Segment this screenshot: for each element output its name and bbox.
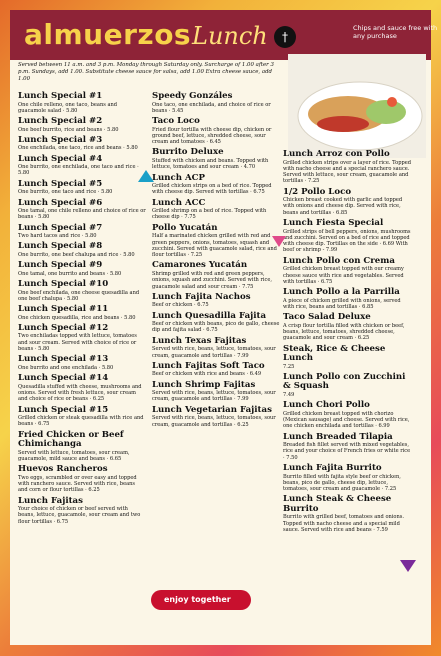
menu-item-name: Lunch Special #11 <box>18 304 109 315</box>
menu-item-description <box>283 364 411 370</box>
menu-item-price: 5.80 <box>18 170 30 177</box>
menu-item-description <box>18 415 146 428</box>
price-separator: · <box>379 486 385 493</box>
menu-item-description <box>18 233 146 239</box>
menu-item-description <box>152 390 280 403</box>
menu-item-name: Lunch Quesadilla Fajita <box>152 310 267 321</box>
menu-item-price: 6.25 <box>88 487 100 494</box>
menu-item-price: 5.80 <box>66 107 78 114</box>
menu-item-price: 6.75 <box>206 327 218 334</box>
menu-item-price: 6.75 <box>253 189 265 196</box>
menu-item-name: Steak, Rice & Cheese Lunch <box>283 343 386 364</box>
menu-item-description <box>283 323 411 342</box>
menu-item <box>18 224 146 240</box>
menu-item <box>283 313 411 341</box>
menu-item-desc-text: Breaded fish fillet served with mixed vegetables, rice and your choice of French fries or white rice <box>283 442 411 455</box>
price-separator: · <box>119 314 125 321</box>
menu-item-name: Lunch Fajita Burrito <box>283 463 382 474</box>
menu-item-name: Lunch Fajitas <box>18 495 83 506</box>
menu-item <box>283 433 411 461</box>
menu-header <box>10 10 438 60</box>
price-separator: · <box>121 145 127 152</box>
menu-item-price: 5.80 <box>38 346 50 353</box>
price-separator: · <box>373 423 379 430</box>
menu-item-price: 5.80 <box>124 314 136 321</box>
price-separator: · <box>105 455 110 462</box>
menu-item <box>18 431 146 463</box>
menu-item-desc-text: Half a marinated chicken grilled with red and green peppers, onions, tomatoes, squash and zucchini. Served with guacamole salad, rice and flour tortillas <box>152 233 277 259</box>
menu-item-name: Lunch ACC <box>152 197 206 208</box>
menu-item-desc-text: One burrito, one taco and rice <box>18 189 97 196</box>
menu-item-description <box>18 365 146 371</box>
menu-item-description <box>283 474 411 493</box>
menu-item-price: 5.80 <box>85 233 97 240</box>
price-separator: · <box>238 164 244 171</box>
menu-item-description <box>152 208 280 221</box>
price-separator: · <box>371 527 377 533</box>
menu-item-name: Lunch Special #4 <box>18 153 103 164</box>
menu-item-description <box>283 442 411 461</box>
menu-item-price: 6.75 <box>197 302 209 309</box>
menu-item-description <box>18 506 146 525</box>
menu-item-name: Lunch Special #10 <box>18 279 109 290</box>
menu-item-name: Pollo Yucatán <box>152 222 218 233</box>
menu-item-description <box>18 450 146 463</box>
menu-item <box>18 117 146 133</box>
menu-item <box>18 324 146 352</box>
menu-item-desc-text: Served with lettuce, tomatoes, sour cream, guacamole, mild sauce and beans <box>18 449 130 462</box>
menu-item-description <box>18 127 146 133</box>
menu-item <box>152 293 280 309</box>
menu-item-desc-text: Fried flour tortilla with cheese dip, chicken or ground beef, lettuce, shredded cheese, sour cream and tomatoes <box>152 126 272 146</box>
menu-column-1 <box>18 92 146 528</box>
decor-triangle <box>400 560 416 572</box>
menu-item <box>152 174 280 196</box>
menu-item <box>152 117 280 145</box>
chips-note: Chips and sauce free with any purchase <box>353 24 438 40</box>
menu-item-description <box>152 183 280 196</box>
price-separator: · <box>237 283 243 290</box>
menu-item-desc-text: One tamal, one chile relleno and choice of rice or beans <box>18 208 146 221</box>
menu-item-description <box>152 321 280 334</box>
menu-item-description <box>152 271 280 290</box>
menu-item-name: Lunch Breaded Tilapia <box>283 431 393 442</box>
menu-item-description <box>283 298 411 311</box>
price-separator: · <box>62 295 68 302</box>
price-separator: · <box>353 335 358 342</box>
price-separator: · <box>83 487 89 494</box>
menu-item <box>18 180 146 196</box>
menu-item-description <box>152 415 280 428</box>
menu-item-desc-text: Two enchiladas topped with lettuce, tomatoes and sour cream. Served with choice of rice or beans <box>18 333 137 353</box>
menu-item-price: 5.80 <box>38 214 50 221</box>
menu-item-name: Camarones Yucatán <box>152 260 248 271</box>
decor-triangle <box>272 236 286 247</box>
menu-item-price: 6.69 With beef or shrimp - 7.99 <box>283 241 408 254</box>
menu-item <box>152 224 280 259</box>
menu-item-name: Lunch Chori Pollo <box>283 400 370 411</box>
menu-item <box>18 92 146 114</box>
menu-item-desc-text: Grilled strips of bell peppers, onions, mushrooms and zucchini. Served on a bed of rice and topped with cheese dip. Tortillas on the side <box>283 228 411 248</box>
price-separator: · <box>33 346 39 353</box>
price-separator: · <box>232 352 238 359</box>
menu-item-desc-text: One burrito, one beef chalupa and rice <box>18 251 119 258</box>
menu-item-desc-text: Beef or chicken with rice and beans <box>152 371 245 378</box>
menu-item-price: 5.80 <box>101 189 113 196</box>
menu-item-desc-text: One chile relleno, one taco, beans and guacamole salad <box>18 101 118 114</box>
menu-item-name: Lunch Special #1 <box>18 91 103 101</box>
menu-item-description <box>283 229 411 254</box>
menu-item <box>18 261 146 277</box>
menu-item-description <box>152 346 280 359</box>
menu-item <box>18 155 146 177</box>
menu-item-price: 7.59 <box>376 527 388 533</box>
menu-item-price: 5.80 <box>101 364 114 371</box>
menu-item-price: 6.85 <box>336 209 348 216</box>
menu-item-name: Lunch Fajitas Soft Taco <box>152 360 265 371</box>
menu-item-name: Fried Chicken or Beef Chimichanga <box>18 429 124 450</box>
menu-item-price: 6.25 <box>92 396 105 403</box>
menu-item-name: Taco Salad Deluxe <box>283 312 371 323</box>
menu-item-desc-text: Burrito with grilled beef, tomatoes and onions. Topped with nacho cheese and a special mild sauce. Served with rice and beans <box>283 514 404 533</box>
price-separator: · <box>167 107 173 114</box>
menu-item <box>283 288 411 310</box>
menu-item-desc-text: Grilled shrimp on a bed of rice. Topped with cheese dip <box>152 208 267 221</box>
price-separator: · <box>135 164 139 171</box>
price-separator: · <box>61 107 67 114</box>
menu-item-desc-text: Grilled chicken or steak quesadilla with rice and beans <box>18 415 144 428</box>
menu-item-price: 7.25 <box>190 252 203 259</box>
menu-item-desc-text: One beef burrito, rice and beans <box>18 126 103 133</box>
menu-item-price: 5.80 <box>109 270 122 277</box>
price-separator: · <box>87 396 93 403</box>
menu-item-desc-text: Grilled chicken strips on a bed of rice. Topped with cheese dip. Served with tortillas <box>152 183 272 196</box>
menu-item-name: Taco Loco <box>152 116 200 127</box>
menu-item-price: 6.65 <box>109 455 122 462</box>
menu-item-name: Huevos Rancheros <box>18 464 108 475</box>
menu-item-description <box>18 189 146 195</box>
menu-item-desc-text: Grilled chicken strips over a layer of rice. Topped with nacho cheese and a special ranchero sauce. Served with lettuce, sour cream, guacamole and tortillas <box>283 159 412 185</box>
menu-item-price: 5.80 <box>67 295 79 302</box>
menu-item <box>18 374 146 402</box>
menu-item <box>283 401 411 429</box>
menu-item <box>152 312 280 334</box>
menu-item-price: 6.85 <box>362 303 374 310</box>
menu-item-description <box>18 271 146 277</box>
price-separator: · <box>105 270 110 277</box>
price-separator: · <box>283 454 287 461</box>
menu-item-price: 7.25 <box>308 178 320 185</box>
menu-item-desc-text: One chicken quesadilla, rice and beans <box>18 314 120 321</box>
menu-item-desc-text: Beef or chicken with beans, pico de gallo, cheese dip and fajita salad <box>152 321 280 334</box>
menu-item-name: Speedy Gonzáles <box>152 91 233 101</box>
menu-item-name: Lunch Special #9 <box>18 260 103 271</box>
menu-item-price: 6.25 <box>357 335 370 342</box>
price-separator: · <box>303 178 308 185</box>
menu-item-desc-text: One burrito and one enchilada <box>18 364 98 371</box>
menu-item-price: 7.99 <box>237 352 249 359</box>
menu-item <box>283 464 411 492</box>
price-separator: · <box>331 209 337 216</box>
price-separator: · <box>248 189 254 196</box>
menu-item <box>18 280 146 302</box>
menu-item-description <box>152 302 280 308</box>
served-note: Served between 11 a.m. and 3 p.m. Monday through Saturday only. Surcharge of 1.00 after 3 p.m. Sundays, add 1.00. Substitute cheese sauce for salsa, add 1.00 Extra cheese sauce, add 1.00 <box>18 62 274 82</box>
menu-item-desc-text: One tamal, one burrito and beans <box>18 270 106 277</box>
menu-item <box>18 497 146 525</box>
price-separator: · <box>51 518 57 525</box>
menu-item-desc-text: A piece of chicken grilled with onions, served with rice, beans and tortillas <box>283 297 401 310</box>
menu-item-price: 6.25 <box>237 421 249 428</box>
menu-item-description <box>18 252 146 258</box>
menu-item <box>152 261 280 289</box>
menu-item-description <box>18 290 146 303</box>
menu-item-price: 7.75 <box>242 283 254 290</box>
menu-item <box>18 465 146 493</box>
enjoy-together-slogan: enjoy together <box>164 595 231 604</box>
menu-item <box>152 406 280 428</box>
menu-item-name: Lunch Special #12 <box>18 322 109 333</box>
menu-item-desc-text: Served with rice, beans, lettuce, tomatoes, sour cream, guacamole and tortillas <box>152 390 276 403</box>
price-separator: · <box>201 327 207 334</box>
menu-item-name: Lunch Pollo con Zucchini & Squash <box>283 371 406 392</box>
menu-item <box>283 345 411 370</box>
menu-item <box>152 199 280 221</box>
price-separator: · <box>377 241 383 248</box>
menu-item-description <box>283 197 411 216</box>
menu-item-description <box>18 102 146 115</box>
menu-item-desc-text: A crisp flour tortilla filled with chicken or beef, beans, lettuce, tomatoes, shredded cheese, guacamole and sour cream <box>283 322 405 342</box>
menu-item-desc-text: Served with rice, beans, lettuce, tomatoes, sour cream, guacamole and tortillas <box>152 415 276 428</box>
menu-item-name: Lunch Special #5 <box>18 178 103 189</box>
menu-item-desc-text: Chicken breast cooked with garlic and topped with onions and cheese dip. Served with rice, beans and tortillas <box>283 197 403 216</box>
menu-item-description <box>152 371 280 377</box>
menu-item-price: 6.75 <box>320 278 333 285</box>
menu-item-name: Lunch Arroz con Pollo <box>283 149 390 159</box>
price-separator: · <box>185 252 191 259</box>
price-separator: · <box>102 126 108 133</box>
menu-item-desc-text: Two hard tacos and rice <box>18 233 81 240</box>
menu-item-name: Lunch Pollo a la Parrilla <box>283 287 400 298</box>
menu-item-price: 7.75 <box>184 214 196 221</box>
menu-item <box>152 148 280 170</box>
menu-item-description <box>152 127 280 146</box>
menu-item-price: 7.49 <box>283 391 295 398</box>
price-separator: · <box>33 214 39 221</box>
menu-item-description <box>283 160 411 185</box>
menu-item-name: Lunch ACP <box>152 172 205 183</box>
menu-item-price: 7.50 <box>286 454 298 461</box>
menu-item-price: 7.99 <box>237 396 249 403</box>
menu-item-name: Lunch Special #7 <box>18 222 103 233</box>
menu-item-name: Lunch Shrimp Fajitas <box>152 379 256 390</box>
menu-item-name: Burrito Deluxe <box>152 147 224 158</box>
menu-item-price: 7.25 <box>384 486 397 493</box>
menu-item-desc-text: Served with rice, beans, lettuce, tomatoes, sour cream, guacamole and tortillas <box>152 346 276 359</box>
menu-item-desc-text: Two eggs, scrambled or over easy and topped with ranchero sauce. Served with rice, beans and corn or flour tortillas <box>18 474 137 494</box>
price-separator: · <box>232 421 238 428</box>
menu-item-desc-text: Grilled chicken breast topped with chorizo (Mexican sausage) and cheese. Served with rice, one chicken enchilada and tortillas <box>283 410 410 430</box>
menu-item-name: Lunch Special #3 <box>18 134 103 145</box>
menu-item-desc-text: One beef enchilada, one cheese quesadilla and one beef chalupa <box>18 289 140 302</box>
menu-item-name: Lunch Texas Fajitas <box>152 335 247 346</box>
menu-item <box>18 305 146 321</box>
menu-item-name: Lunch Pollo con Crema <box>283 255 395 266</box>
menu-item-name: Lunch Vegetarian Fajitas <box>152 404 272 415</box>
price-separator: · <box>97 364 102 371</box>
menu-item-desc-text: Grilled chicken breast topped with our creamy cheese sauce with rice and vegetables. Served with tortillas <box>283 266 404 285</box>
price-separator: · <box>316 278 321 285</box>
menu-title-script: Lunch <box>192 22 268 50</box>
menu-item-description <box>18 333 146 352</box>
menu-item <box>283 188 411 216</box>
menu-item-price: 6.75 <box>38 421 50 428</box>
price-separator: · <box>33 421 39 428</box>
price-separator: · <box>192 302 198 309</box>
menu-item-desc-text: One enchilada, one taco, rice and beans <box>18 145 122 152</box>
menu-item-price: 6.75 <box>56 518 69 525</box>
menu-item <box>18 406 146 428</box>
menu-item <box>18 355 146 371</box>
menu-item-name: Lunch Special #8 <box>18 241 103 252</box>
menu-item-desc-text: One taco, one enchilada, and choice of rice or beans <box>152 101 271 114</box>
menu-item <box>283 257 411 285</box>
menu-item-price: 5.80 <box>107 126 119 133</box>
menu-item-price: 5.45 <box>172 107 184 114</box>
menu-item-name: Lunch Steak & Cheese Burrito <box>283 494 392 514</box>
menu-item-description <box>283 514 411 533</box>
menu-item-name: Lunch Special #15 <box>18 404 109 415</box>
menu-item-name: Lunch Special #2 <box>18 116 103 127</box>
menu-item-description <box>283 392 411 398</box>
menu-item-name: Lunch Fajita Nachos <box>152 291 251 302</box>
price-separator: · <box>96 189 102 196</box>
menu-item-description <box>18 384 146 403</box>
menu-item-desc-text: Shrimp grilled with red and green peppers, onions, squash and zucchini. Served with rice, guacamole salad and sour cream <box>152 270 273 290</box>
menu-item <box>18 136 146 152</box>
menu-item-price: 7.25 <box>283 363 295 370</box>
menu-item-description <box>152 102 280 115</box>
menu-item-name: 1/2 Pollo Loco <box>283 186 352 197</box>
menu-item <box>152 92 280 114</box>
price-separator: · <box>80 233 86 240</box>
price-separator: · <box>244 371 250 378</box>
menu-item <box>152 362 280 378</box>
menu-item-description <box>152 233 280 258</box>
menu-item <box>283 373 411 398</box>
menu-item-description <box>152 158 280 171</box>
menu-item-desc-text: Beef or chicken <box>152 302 193 309</box>
menu-title: almuerzos <box>24 18 192 51</box>
menu-item-name: Lunch Fiesta Special <box>283 218 384 229</box>
menu-item <box>152 381 280 403</box>
menu-item <box>152 337 280 359</box>
fork-knife-icon: † <box>274 26 296 48</box>
menu-column-2 <box>152 92 280 431</box>
plate-photo <box>288 54 426 158</box>
menu-item-description <box>18 315 146 321</box>
price-separator: · <box>357 303 363 310</box>
menu-item-name: Lunch Special #14 <box>18 373 109 384</box>
menu-item-desc-text: Stuffed with chicken and beans. Topped with lettuce, tomatoes and sour cream <box>152 157 269 171</box>
menu-item <box>283 150 411 185</box>
menu-item-desc-text: One burrito, one enchilada, one taco and rice <box>18 164 136 171</box>
menu-item <box>18 242 146 258</box>
menu-item-description <box>283 266 411 285</box>
menu-item <box>18 199 146 221</box>
price-separator: · <box>204 139 210 146</box>
menu-item <box>283 495 411 533</box>
menu-item-price: 5.80 <box>126 145 138 152</box>
menu-item-price: 6.99 <box>378 423 390 430</box>
menu-item-price: 6.45 <box>209 139 221 146</box>
menu-item-price: 5.80 <box>123 251 135 258</box>
menu-item-name: Lunch Special #6 <box>18 197 103 208</box>
menu-item-description <box>283 411 411 430</box>
price-separator: · <box>118 251 124 258</box>
menu-item-desc-text: Quesadilla stuffed with cheese, mushrooms and onions. Served with fresh lettuce, sour cream and choice of rice or beans <box>18 383 142 403</box>
menu-column-3 <box>283 150 411 536</box>
menu-item-desc-text: Burrito filled with fajita style beef or chicken, beans, pico de gallo, cheese dip, lettuce, tomatoes, sour cream and guacamole <box>283 473 401 493</box>
menu-item-price: 4.70 <box>243 164 256 171</box>
decor-triangle <box>138 170 154 182</box>
price-separator: · <box>232 396 238 403</box>
menu-item <box>283 219 411 254</box>
price-separator: · <box>179 214 185 221</box>
menu-item-description <box>18 164 146 177</box>
menu-item-desc-text: Your choice of chicken or beef served with beans, lettuce, guacamole, sour cream and two flour tortillas <box>18 506 141 525</box>
menu-item-description <box>18 208 146 221</box>
menu-item-description <box>18 145 146 151</box>
menu-item-price: 6.49 <box>249 371 262 378</box>
menu-item-description <box>18 475 146 494</box>
menu-item-name: Lunch Special #13 <box>18 354 109 365</box>
